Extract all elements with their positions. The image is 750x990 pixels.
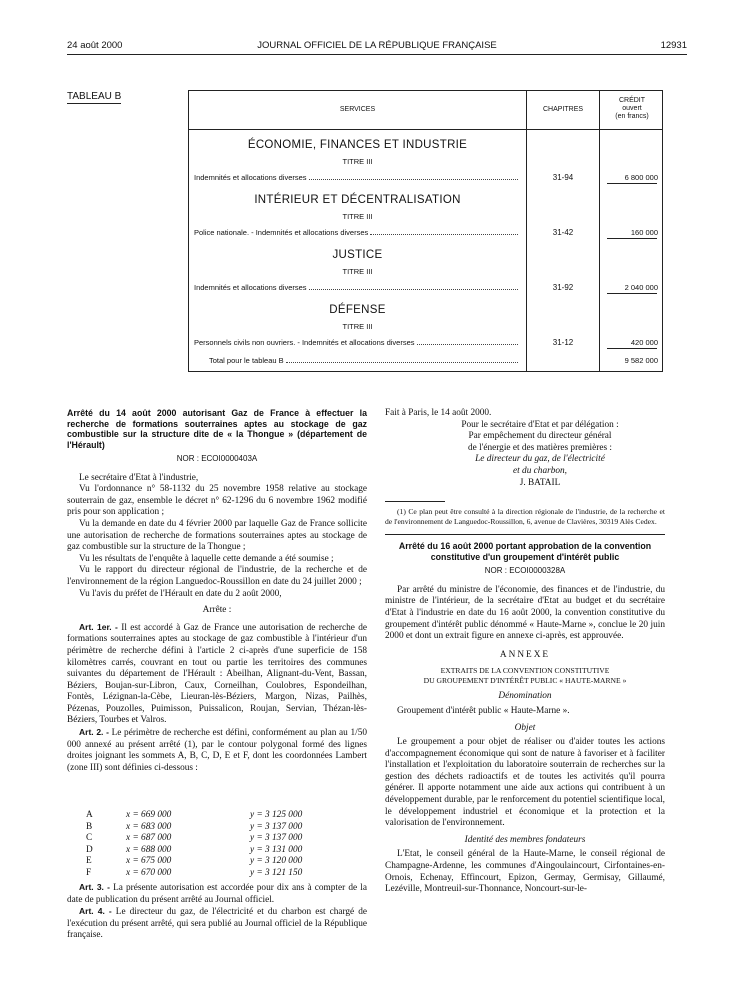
col-header-credit bbox=[600, 97, 664, 121]
paragraph: Groupement d'intérêt public « Haute-Marne ». bbox=[397, 705, 570, 716]
section-title: INTÉRIEUR ET DÉCENTRALISATION bbox=[254, 194, 461, 206]
col-header-credit-line: CRÉDIT bbox=[618, 97, 646, 104]
right-column bbox=[385, 408, 665, 896]
table-row bbox=[194, 228, 520, 237]
coord-y: y = 3 137 000 bbox=[250, 833, 303, 843]
row-amount: 420 000 bbox=[630, 338, 658, 347]
paragraph: Vu le rapport du directeur régional de l'industrie, de la recherche et de l'environnement de la région Languedoc-Roussillon en date du 24 juillet 2000 ; bbox=[67, 565, 367, 587]
article-label: Art. 2. - bbox=[79, 727, 109, 738]
article-3 bbox=[67, 882, 367, 906]
article-label: Art. 3. - bbox=[79, 882, 110, 892]
signatory-name: J. BATAIL bbox=[519, 477, 561, 488]
arrete-heading: Arrête : bbox=[202, 605, 232, 616]
header-page-number: 12931 bbox=[660, 40, 687, 51]
section-titre: TITRE III bbox=[342, 267, 373, 276]
coordinate-row bbox=[86, 856, 302, 868]
footnote-rule bbox=[385, 501, 445, 502]
coord-y: y = 3 120 000 bbox=[250, 856, 303, 866]
paragraph: Vu les résultats de l'enquête à laquelle cette demande a été soumise ; bbox=[79, 553, 334, 564]
annexe-heading: ANNEXE bbox=[499, 649, 551, 660]
article-label: Art. 4. - bbox=[79, 906, 112, 917]
row-chapitre: 31-42 bbox=[552, 228, 574, 237]
col-header-chapitres: CHAPITRES bbox=[542, 106, 584, 113]
row-chapitre: 31-92 bbox=[552, 283, 574, 292]
article-2 bbox=[67, 727, 367, 774]
coordinate-row bbox=[86, 845, 302, 857]
paragraph: L'Etat, le conseil général de la Haute-Marne, le conseil régional de Champagne-Ardenne, les communes d'Aingoulaincourt, Cirfontaines-en-Ornois, Echenay, Effincourt, Epizon, Germay, Germisay, Gillaumé, Lezéville, Montreuil-sur-Thonnance, Noncourt-sur-le- bbox=[385, 849, 665, 895]
total-row bbox=[209, 356, 520, 365]
article-text: Le périmètre de recherche est défini, conformément au plan au 1/50 000 annexé au présent arrêté (1), par le contour polygonal formé des lignes droites joignant les sommets A, B, C, D, E et F, dont les coordonnées Lambert (zone III) sont définies ci-dessous : bbox=[67, 728, 368, 773]
article-label: Art. 1er. - bbox=[79, 621, 118, 632]
paragraph: Par arrêté du ministre de l'économie, des finances et de l'industrie, du ministre de l'intérieur, de la secrétaire d'Etat au budget et du secrétaire d'Etat à l'industrie en date du 16 août 2000, la convention constitutive du groupement d'intérêt public dénommé « Haute-Marne », conclue le 20 juin 2000 et dont un extrait figure en annexe ci-après, est approuvée. bbox=[385, 584, 665, 642]
fait-a-paris: Fait à Paris, le 14 août 2000. bbox=[385, 408, 492, 418]
paragraph: Vu l'ordonnance n° 58-1132 du 25 novembre 1958 relative au stockage souterrain de gaz, ensemble le décret n° 62-1296 du 6 novembre 1962 modifié pris pour son application ; bbox=[67, 484, 367, 518]
row-chapitre: 31-12 bbox=[552, 338, 574, 347]
row-label: Indemnités et allocations diverses bbox=[194, 283, 307, 292]
paragraph: Vu l'avis du préfet de l'Hérault en date du 2 août 2000, bbox=[79, 588, 282, 599]
coord-point: C bbox=[86, 833, 93, 843]
decree-title: Arrêté du 14 août 2000 autorisant Gaz de France à effectuer la recherche de formations souterraines aptes au stockage de gaz combustible sur la structure dite de « la Thongue » (département de l'Hérault) bbox=[67, 408, 367, 450]
header-journal: JOURNAL OFFICIEL DE LA RÉPUBLIQUE FRANÇAISE bbox=[257, 40, 497, 51]
total-amount: 9 582 000 bbox=[624, 356, 658, 365]
article-text: Le directeur du gaz, de l'électricité et du charbon est chargé de l'exécution du présent arrêté, qui sera publié au Journal officiel de la République française. bbox=[67, 907, 368, 941]
row-label: Indemnités et allocations diverses bbox=[194, 173, 307, 182]
section-titre: TITRE III bbox=[342, 157, 373, 166]
col-header-services: SERVICES bbox=[339, 106, 376, 113]
coordinates-list bbox=[86, 810, 302, 879]
coord-x: x = 675 000 bbox=[126, 856, 172, 866]
coord-x: x = 670 000 bbox=[126, 867, 172, 878]
coordinate-row bbox=[86, 868, 302, 880]
extraits-heading: DU GROUPEMENT D'INTÉRÊT PUBLIC « HAUTE-MARNE » bbox=[423, 676, 627, 686]
table-row bbox=[194, 338, 520, 347]
left-column-end bbox=[67, 882, 367, 942]
coordinate-row bbox=[86, 833, 302, 845]
total-label: Total pour le tableau B bbox=[209, 356, 284, 365]
subheading: Identité des membres fondateurs bbox=[464, 834, 586, 845]
coord-x: x = 683 000 bbox=[126, 821, 172, 832]
signature-block bbox=[415, 420, 665, 490]
paragraph: Le groupement a pour objet de réaliser ou d'aider toutes les actions d'accompagnement économique qui sont de nature à favoriser et à faciliter l'installation et l'exploitation du laboratoire souterrain de recherches sur la gestion des déchets radioactifs et de toutes les activités qu'il pourra générer. Il apporte notamment une aide aux actions qui contribuent à un développement durable, par le renforcement du potentiel scientifique local, le développement industriel et économique et la protection et la valorisation de l'environnement. bbox=[385, 737, 665, 829]
amount-underline bbox=[607, 348, 657, 349]
section-title: ÉCONOMIE, FINANCES ET INDUSTRIE bbox=[247, 139, 468, 151]
table-row bbox=[194, 173, 520, 182]
article-text: Il est accordé à Gaz de France une autorisation de recherche de formations souterraines aptes au stockage de gaz combustible à l'intérieur d'un périmètre de recherche défini à l'article 2 ci-après d'une superficie de 158 kilomètres carrés, couvrant en tout ou partie les territoires des communes suivantes du département de l'Hérault : Abeilhan, Alignant-du-Vent, Bassan, Béziers, Boujan-sur-Libron, Caux, Corneilhan, Coulobres, Espondeilhan, Fontès, Lézignan-la-Cèbe, Lieuran-lès-Béziers, Margon, Nizas, Pailhès, Pézenas, Pouzolles, Puimisson, Puissalicon, Roujan, Servian, Thézan-lès-Béziers, Tourbes et Valros. bbox=[67, 622, 367, 726]
nor-reference: NOR : ECOI0000328A bbox=[484, 566, 566, 576]
coord-point: B bbox=[86, 821, 93, 832]
row-chapitre: 31-94 bbox=[552, 173, 574, 182]
coord-point: F bbox=[86, 867, 92, 878]
paragraph: Le secrétaire d'Etat à l'industrie, bbox=[79, 472, 199, 483]
signature-line: Le directeur du gaz, de l'électricité bbox=[475, 454, 605, 465]
coord-x: x = 687 000 bbox=[126, 833, 172, 843]
amount-underline bbox=[607, 183, 657, 184]
nor-reference: NOR : ECOI0000403A bbox=[176, 454, 258, 463]
row-amount: 160 000 bbox=[630, 228, 658, 237]
coord-y: y = 3 131 000 bbox=[250, 844, 303, 855]
article-4 bbox=[67, 906, 367, 942]
row-label: Personnels civils non ouvriers. - Indemnités et allocations diverses bbox=[194, 338, 415, 347]
extraits-heading: EXTRAITS DE LA CONVENTION CONSTITUTIVE bbox=[440, 666, 610, 676]
paragraph: Vu la demande en date du 4 février 2000 par laquelle Gaz de France sollicite une autorisation de recherche de formations souterraines aptes au stockage de gaz combustible sur la structure de la Thongue ; bbox=[67, 518, 367, 553]
tableau-label: TABLEAU B bbox=[67, 91, 122, 102]
coord-y: y = 3 125 000 bbox=[250, 810, 303, 820]
coord-point: E bbox=[86, 856, 92, 866]
coord-y: y = 3 137 000 bbox=[250, 821, 303, 832]
signature-line: de l'énergie et des matières premières : bbox=[468, 442, 612, 453]
signature-line: Pour le secrétaire d'Etat et par délégation : bbox=[461, 419, 619, 430]
header-divider bbox=[189, 129, 662, 130]
row-label: Police nationale. - Indemnités et allocations diverses bbox=[194, 228, 369, 237]
left-column bbox=[67, 408, 367, 774]
decree-title: Arrêté du 16 août 2000 portant approbation de la convention constitutive d'un groupement d'intérêt public bbox=[398, 541, 652, 562]
coordinate-row bbox=[86, 822, 302, 834]
coord-x: x = 688 000 bbox=[126, 844, 172, 855]
coord-point: D bbox=[86, 844, 93, 855]
article-1 bbox=[67, 622, 367, 727]
col-header-credit-line: (en francs) bbox=[615, 113, 649, 120]
tableau-b bbox=[188, 90, 663, 372]
subheading: Dénomination bbox=[498, 691, 552, 702]
separator bbox=[385, 534, 665, 535]
signature-line: Par empêchement du directeur général bbox=[468, 431, 612, 442]
coordinate-row bbox=[86, 810, 302, 822]
signature-line: et du charbon, bbox=[513, 465, 567, 476]
footnote: (1) Ce plan peut être consulté à la direction régionale de l'industrie, de la recherche et de l'environnement de Languedoc-Roussillon, 6, avenue de Clavières, 30319 Alès Cedex. bbox=[385, 507, 665, 526]
coord-point: A bbox=[86, 810, 93, 820]
col-header-credit-line: ouvert bbox=[622, 105, 642, 112]
page-header bbox=[67, 40, 687, 55]
section-titre: TITRE III bbox=[342, 212, 373, 221]
section-titre: TITRE III bbox=[342, 322, 373, 331]
table-row bbox=[194, 283, 520, 292]
row-amount: 6 800 000 bbox=[624, 173, 658, 182]
amount-underline bbox=[607, 293, 657, 294]
coord-x: x = 669 000 bbox=[126, 810, 172, 820]
subheading: Objet bbox=[514, 722, 536, 733]
article-text: La présente autorisation est accordée pour dix ans à compter de la date de publication du présent arrêté au Journal officiel. bbox=[67, 883, 367, 905]
section-title: DÉFENSE bbox=[329, 304, 386, 316]
amount-underline bbox=[607, 238, 657, 239]
coord-y: y = 3 121 150 bbox=[250, 867, 303, 878]
header-date: 24 août 2000 bbox=[67, 40, 123, 51]
row-amount: 2 040 000 bbox=[624, 283, 658, 292]
section-title: JUSTICE bbox=[332, 249, 383, 261]
